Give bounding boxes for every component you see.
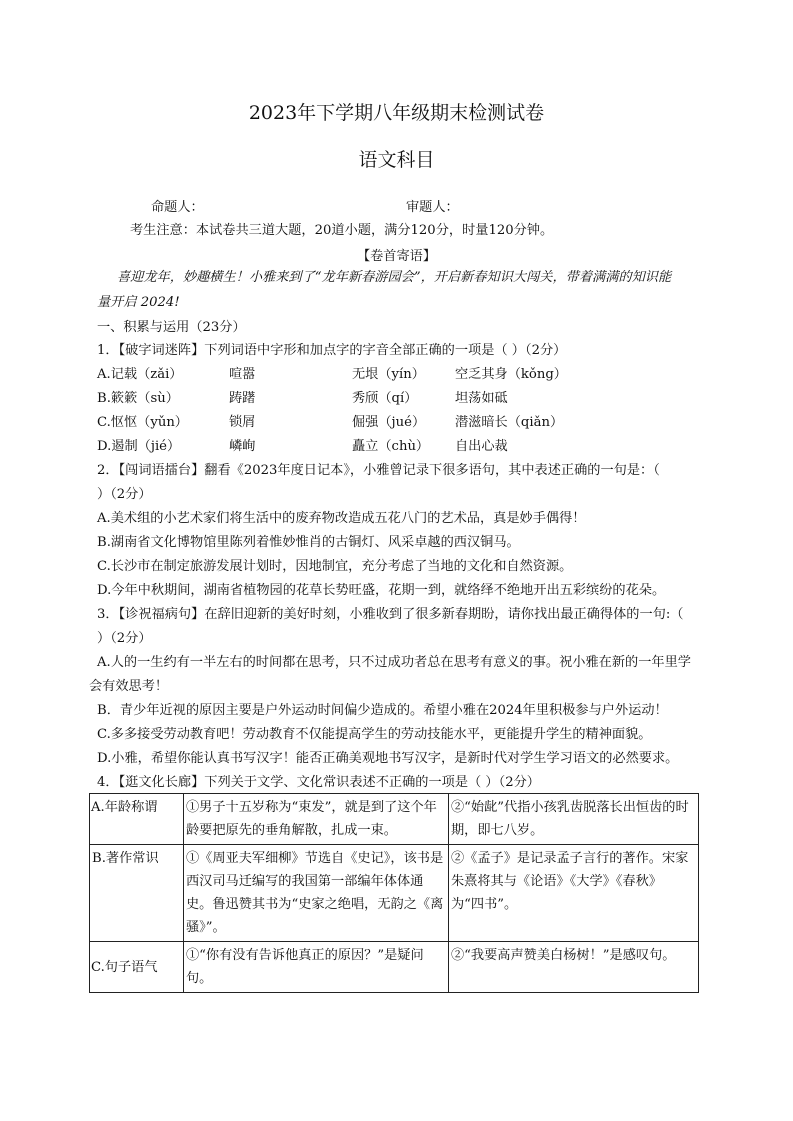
exam-title: 2023年下学期八年级期末检测试卷 <box>248 102 545 124</box>
q2-option-a: A.美术组的小艺术家们将生活中的废弃物改造成五花八门的艺术品，真是妙手偶得！ <box>97 511 586 526</box>
q3-option-a: A.人的一生约有一半左右的时间都在思考，只不过成功者总在思考有意义的事。祝小雅在新的一年里学 <box>97 655 691 670</box>
row-c-label: C.句子语气 <box>90 942 184 993</box>
q1-option-a-word4: 空乏其身（kǒng） <box>455 367 567 382</box>
q3-stem: 3．【诊祝福病句】在辞旧迎新的美好时刻，小雅收到了很多新春期盼，请你找出最正确得体的一句:（ <box>97 607 684 622</box>
epigraph-line-2: 量开启 2024! <box>97 295 180 310</box>
q1-option-b-word4: 坦荡如砥 <box>455 391 508 406</box>
q1-option-c-word4: 潜滋暗长（qiǎn） <box>455 415 564 430</box>
q2-option-b: B.湖南省文化博物馆里陈列着惟妙惟肖的古铜灯、风采卓越的西汉铜马。 <box>97 535 520 550</box>
row-b-right: ②《孟子》是记录孟子言行的著作。宋家朱熹将其与《论语》《大学》《春秋》 <box>451 851 689 889</box>
q3-option-b: B．青少年近视的原因主要是户外运动时间偏少造成的。希望小雅在2024年里积极参与户外运动！ <box>97 703 668 718</box>
row-b-right-cell <box>449 845 699 942</box>
epigraph-title: 【卷首寄语】 <box>356 249 437 264</box>
row-b-left: ①《周亚夫军细柳》节选自《史记》，该书是西汉司马迁编写的我国第一部编年体体通史。鲁迅赞其书为“史家之绝唱，无韵之《离骚》”。 <box>184 845 449 942</box>
q2-option-c: C.长沙市在制定旅游发展计划时，因地制宜，充分考虑了当地的文化和自然资源。 <box>97 559 573 574</box>
q1-option-b-word1: B.簌簌（sù） <box>97 391 179 406</box>
row-a-left: ①男子十五岁称为“束发”，就是到了这个年龄要把原先的垂角解散，扎成一束。 <box>184 794 449 845</box>
table-row <box>90 794 699 845</box>
q1-option-d-word1: D.遏制（jié） <box>97 439 181 454</box>
row-b-label: B.著作常识 <box>90 845 184 942</box>
q1-option-d-word2: 嶙峋 <box>229 439 256 454</box>
q1-option-d-word3: 矗立（chù） <box>352 439 430 454</box>
setter-label: 命题人： <box>151 200 204 215</box>
row-b-right-cont: 为“四书”。 <box>451 897 518 912</box>
q3-stem-cont: ）（2分） <box>97 631 152 646</box>
q1-option-a-word2: 喧嚣 <box>229 367 256 382</box>
q2-option-d: D.今年中秋期间，湖南省植物园的花草长势旺盛，花期一到，就络绎不绝地开出五彩缤纷的花朵。 <box>97 583 666 598</box>
exam-notice: 考生注意：本试卷共三道大题，20道小题，满分120分，时量120分钟。 <box>130 223 554 238</box>
q2-stem-cont: ）（2分） <box>97 487 152 502</box>
row-c-left: ①“你有没有告诉他真正的原因？”是疑问句。 <box>184 942 449 993</box>
row-a-label: A.年龄称谓 <box>90 794 184 845</box>
epigraph-line-1: 喜迎龙年，妙趣横生！小雅来到了“龙年新春游园会”，开启新春知识大闯关，带着满满的知识能 <box>117 270 672 285</box>
q1-option-c-word3: 倔强（jué） <box>352 415 426 430</box>
q4-stem: 4．【逛文化长廊】下列关于文学、文化常识表述不正确的一项是（ ）（2分） <box>97 775 540 790</box>
table-row <box>90 942 699 993</box>
q4-table <box>89 793 699 993</box>
q1-stem: 1．【破字词迷阵】下列词语中字形和加点字的字音全部正确的一项是（ ）（2分） <box>97 343 567 358</box>
q3-option-d: D.小雅，希望你能认真书写汉字！能否正确美观地书写汉字，是新时代对学生学习语文的必然要求。 <box>97 751 679 766</box>
section-heading: 一、积累与运用（23分） <box>97 320 246 335</box>
reviewer-label: 审题人： <box>406 200 459 215</box>
subject-title: 语文科目 <box>358 149 435 171</box>
q1-option-b-word3: 秀颀（qí） <box>352 391 418 406</box>
table-row <box>90 845 699 942</box>
q3-option-c: C.多多接受劳动教育吧！劳动教育不仅能提高学生的劳动技能水平，更能提升学生的精神面貌。 <box>97 727 652 742</box>
q1-option-a-word1: A.记载（zǎi） <box>97 367 183 382</box>
q1-option-b-word2: 踌躇 <box>229 391 256 406</box>
q2-stem: 2．【闯词语擂台】翻看《2023年度日记本》，小雅曾记录下很多语句，其中表述正确的一句是：（ <box>97 463 660 478</box>
row-a-right: ②“始龀”代指小孩乳齿脱落长出恒齿的时期，即七八岁。 <box>449 794 699 845</box>
q1-option-d-word4: 自出心裁 <box>455 439 508 454</box>
q1-option-c-word1: C.怄怄（yǔn） <box>97 415 188 430</box>
q1-option-c-word2: 锁屑 <box>229 415 256 430</box>
q1-option-a-word3: 无垠（yín） <box>352 367 425 382</box>
row-c-right: ②“我要高声赞美白杨树！”是感叹句。 <box>449 942 699 993</box>
q3-option-a-cont: 会有效思考！ <box>89 679 169 694</box>
